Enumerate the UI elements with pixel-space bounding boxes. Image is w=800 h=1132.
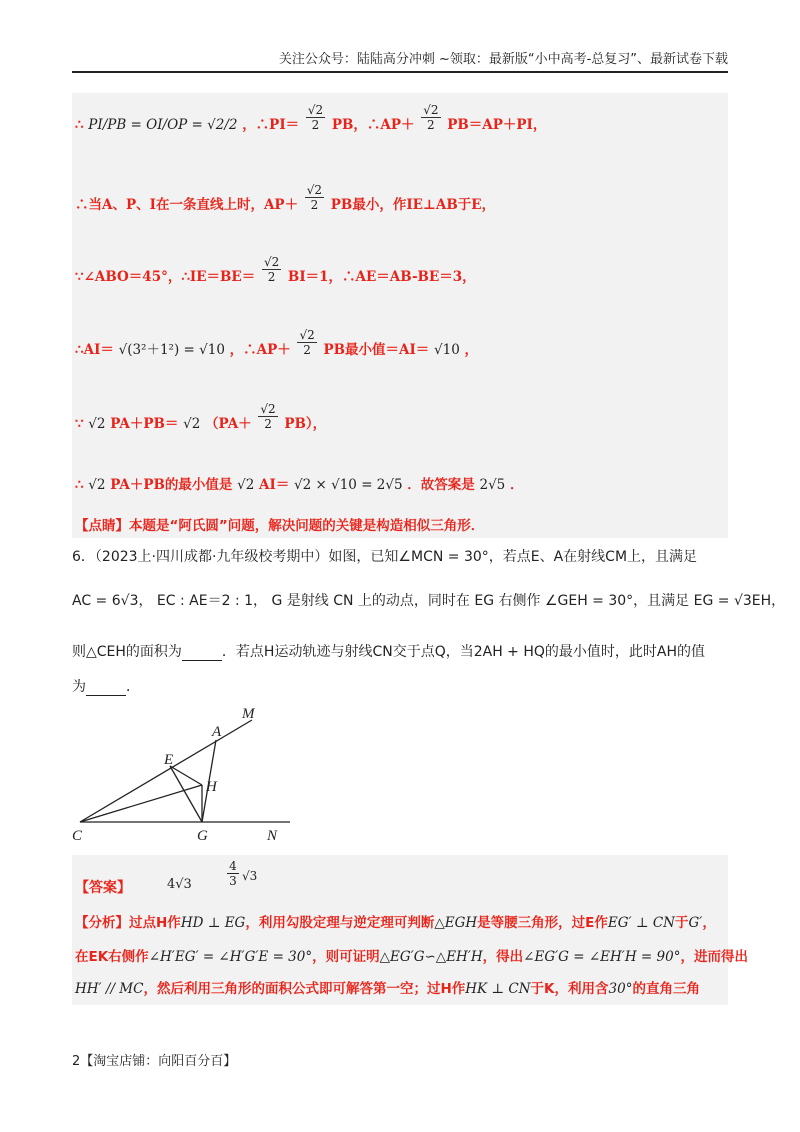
fraction-sqrt2-over-2: $\frac{√2}{2}$ <box>263 255 280 284</box>
fraction-sqrt2-over-2: $\frac{√2}{2}$ <box>307 103 324 132</box>
question-line-3: 则△CEH的面积为 ．若点H运动轨迹与射线CN交于点Q，当2AH + HQ的最小值时，此时AH的值 <box>72 644 706 660</box>
tip-note: 【点睛】本题是“阿氏圆”问题，解决问题的关键是构造相似三角形． <box>75 518 485 534</box>
answer-value-2: 4 3 <box>227 859 239 888</box>
solution-line-2: ∴当A、P、I在一条直线上时，AP＋ $\frac{√2}{2}$ PB最小，作IE⊥AB于E， <box>75 183 496 213</box>
ai-expression: √(3²＋1²) = √10 <box>118 342 225 358</box>
question-line-1: 6．（2023上·四川成都·九年级校考期中）如图，已知∠MCN = 30°，若点E、A在射线CM上，且满足 <box>72 549 698 565</box>
solution-line-6: ∴ √2 PA＋PB的最小值是 √2 AI＝ √2 × √10 = 2√5 ．故答案是 2√5 ． <box>75 477 524 493</box>
solution-line-3: ∵∠ABO＝45°，∴IE＝BE＝ $\frac{√2}{2}$ BI＝1，∴AE＝AB-BE＝3， <box>75 255 476 285</box>
answer-label: 【答案】 <box>75 880 131 896</box>
label-c: C <box>72 828 83 844</box>
solution-line-4: ∴AI＝ √(3²＋1²) = √10 ，∴AP＋ $\frac{√2}{2}$ PB最小值＝AI＝ √10 ， <box>75 328 478 358</box>
solution-line-5: ∵ √2 PA＋PB＝ √2 （PA＋ $\frac{√2}{2}$ PB）， <box>75 402 327 432</box>
question-line-4: 为 ． <box>72 679 140 695</box>
solution-line-1: ∴ PI/PB = OI/OP = √2/2 ，∴PI＝ $\frac{√2}{2}$ PB，∴AP＋ $\frac{√2}{2}$ PB＝AP＋PI， <box>75 103 547 133</box>
answer-value-2-radical: √3 <box>242 869 258 883</box>
analysis-line-1: 【分析】过点H作HD ⊥ EG，利用勾股定理与逆定理可判断△EGH是等腰三角形，过E作EG′ ⊥ CN于G′， <box>75 915 716 931</box>
solution-panel <box>72 93 728 538</box>
answer-blank-1 <box>182 647 222 661</box>
label-h: H <box>206 779 217 795</box>
ray-cm <box>80 720 252 822</box>
label-a: A <box>212 724 222 740</box>
fraction-sqrt2-over-2: $\frac{√2}{2}$ <box>423 103 439 132</box>
label-g: G <box>197 828 208 844</box>
label-e: E <box>164 752 174 768</box>
header-divider <box>72 71 728 73</box>
min-value-expression: √2 × √10 = 2√5 <box>294 477 403 493</box>
analysis-line-3: HH′ // MC，然后利用三角形的面积公式即可解答第一空；过H作HK ⊥ CN于K，利用含30°的直角三角 <box>75 981 700 997</box>
ratio-equation: PI/PB = OI/OP = √2/2 <box>88 117 238 133</box>
fraction-sqrt2-over-2: $\frac{√2}{2}$ <box>299 328 315 357</box>
answer-value-1: 4√3 <box>167 877 192 892</box>
answer-panel <box>72 855 748 1005</box>
fraction-sqrt2-over-2: $\frac{√2}{2}$ <box>260 402 276 431</box>
label-n: N <box>267 828 278 844</box>
geometry-figure <box>72 700 302 845</box>
segment-eg <box>170 766 202 822</box>
question-line-2: AC = 6√3， EC : AE＝2 : 1， G 是射线 CN 上的动点，同时在 EG 右侧作 ∠GEH = 30°，且满足 EG = √3EH， <box>72 593 786 609</box>
page-header: 关注公众号：陆陆高分冲刺 ~领取：最新版“小中高考-总复习”、最新试卷下载 <box>278 52 728 67</box>
analysis-line-2: 在EK右侧作∠H′EG′ = ∠H′G′E = 30°，则可证明△EG′G∽△EH′H，得出∠EG′G = ∠EH′H = 90°，进而得出 <box>75 949 748 965</box>
page-footer: 2【淘宝店铺：向阳百分百】 <box>72 1054 237 1069</box>
label-m: M <box>242 706 255 722</box>
fraction-sqrt2-over-2: $\frac{√2}{2}$ <box>306 183 323 212</box>
answer-blank-2 <box>86 682 126 696</box>
